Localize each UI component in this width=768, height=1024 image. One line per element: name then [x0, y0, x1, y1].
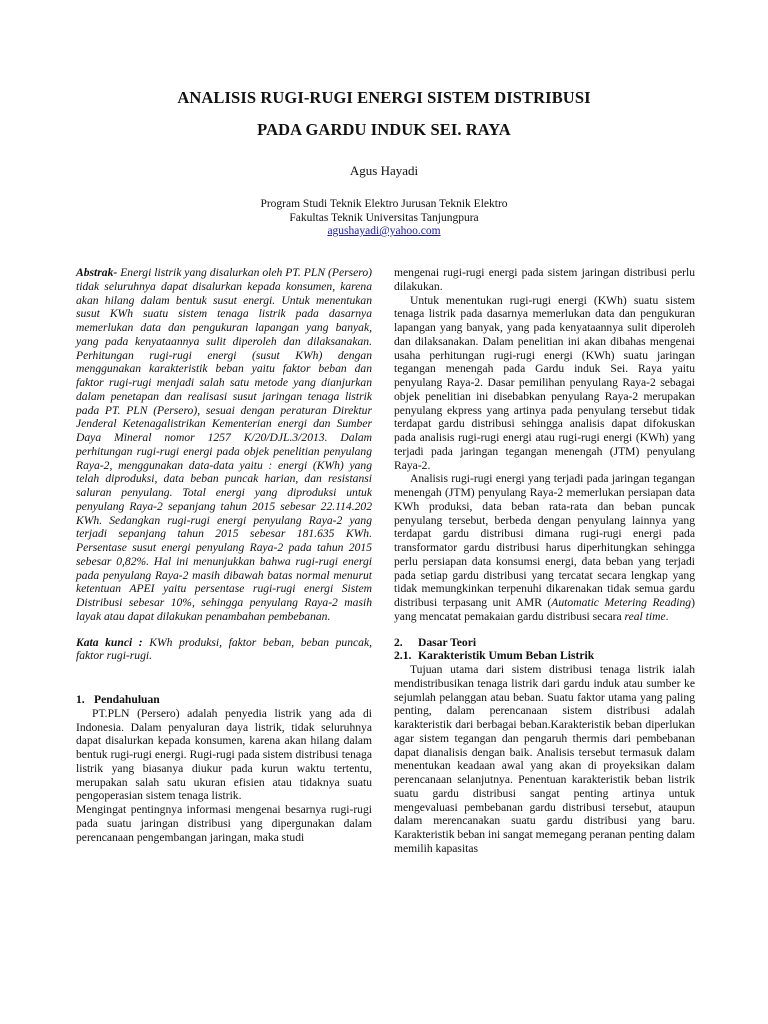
author-name: Agus Hayadi: [349, 163, 419, 178]
section-title: Pendahuluan: [94, 693, 160, 706]
abstract-text: Energi listrik yang disalurkan oleh PT. PLN (Persero) tidak seluruhnya dapat disalurkan kepada konsumen, karena akan hilang dalam bentuk susut energi. Untuk menentukan susut KWh suatu sistem tenaga listrik pada dasarnya memerlukan data dan pengukuran lapangan yang banyak, yang pada kenyataannya sulit diperoleh dan dilaksanakan. Perhitungan rugi-rugi energi (susut KWh) dengan menggunakan karakteristik beban yaitu faktor beban dan faktor rugi-rugi menjadi salah satu metode yang dianjurkan dalam penetapan dan realisasi susut jaringan tenaga listrik pada PT. PLN (Persero), sesuai dengan peraturan Direktur Jenderal Ketenagalistrikan Kementerian energi dan Sumber Daya Mineral nomor 1257 K/20/DJL.3/2013. Dalam perhitungan rugi-rugi energi pada objek penelitian penyulang Raya-2, menggunakan data-data yaitu :: [76, 266, 373, 472]
real-time-term: real time: [624, 609, 666, 623]
section-heading-pendahuluan: [76, 693, 372, 707]
keywords-text: KWh produksi, faktor beban, beban puncak, faktor rugi-rugi.: [76, 635, 373, 663]
keywords-label: Kata kunci :: [76, 635, 143, 649]
body-paragraph-b: [394, 472, 695, 623]
continued-paragraph: mengenai rugi-rugi energi pada sistem jaringan distribusi perlu dilakukan.: [394, 266, 695, 293]
right-column: [394, 266, 695, 856]
abstract-data-list: energi (KWh) yang telah diproduksi, data beban puncak harian, dan resistansi saluran penyulang.: [76, 458, 372, 499]
left-column: [76, 266, 372, 844]
paragraph-b-end: .: [665, 609, 669, 623]
section-title: Dasar Teori: [418, 635, 477, 649]
pendahuluan-paragraph-1: PT.PLN (Persero) adalah penyedia listrik yang ada di Indonesia. Dalam penyaluran daya listrik, tidak seluruhnya dapat disalurkan kepada konsumen, karena akan hilang dalam bentuk rugi-rugi energi. Rugi-rugi pada sistem distribusi tenaga listrik yang biasanya diukur pada kurun waktu tertentu, merupakan salah satu ukuran efisien atau tidaknya suatu pengoperasian sistem tenaga listrik.: [76, 706, 372, 803]
affiliation-line: Program Studi Teknik Elektro Jurusan Teknik Elektro: [260, 198, 508, 210]
author-email-link[interactable]: agushayadi@yahoo.com: [327, 225, 441, 237]
paper-title-line-2: PADA GARDU INDUK SEI. RAYA: [257, 120, 511, 139]
dasar-teori-paragraph: Tujuan utama dari sistem distribusi tenaga listrik ialah mendistribusikan tenaga listrik dari gardu induk atau sumber ke sejumlah pelanggan atau beban. Suatu faktor utama yang paling penting, dalam perencanaan sistem distribusi adalah karakteristik dari berbagai beban.Karakteristik beban diperlukan agar sistem tegangan dan pengaruh thermis dari pembebanan dapat dianalisis dengan baik. Analisis tersebut termasuk dalam menentukan keadaan awal yang akan di proyeksikan dalam perencanaan selanjutnya. Penentuan karakteristik beban listrik suatu gardu distribusi sangat penting artinya untuk mengevaluasi pembebanan gardu distribusi tersebut, ataupun dalam merencanakan suatu gardu distribusi yang baru. Karakteristik beban ini sangat memegang peranan penting dalam memilih kapasitas: [394, 663, 696, 855]
affiliation-block: [0, 198, 768, 239]
paragraph-b-mid: ) yang mencatat pemakaian gardu distribusi secara: [394, 596, 695, 623]
amr-term: Automatic Metering Reading: [551, 596, 692, 609]
abstract-label: Abstrak-: [76, 266, 118, 279]
subsection-number: 2.1.: [394, 649, 412, 663]
affiliation-line: Fakultas Teknik Universitas Tanjungpura: [289, 211, 479, 224]
section-number: 1.: [76, 693, 85, 706]
subsection-heading: [394, 649, 695, 663]
section-number: 2.: [394, 635, 403, 649]
body-paragraph-a: Untuk menentukan rugi-rugi energi (KWh) suatu sistem tenaga listrik pada dasarnya memerlukan data dan pengukuran lapangan yang banyak, yang pada kenyataannya sulit diperoleh dan dilaksanakan. Dalam penelitian ini akan dibahas mengenai usaha perhitungan rugi-rugi energi (KWh) suatu jaringan tegangan menengah pada Gardu induk Sei. Raya yaitu penyulang Raya-2. Dasar pemilihan penyulang Raya-2 sebagai objek penelitian ini disebabkan penyulang Raya-2 merupakan penyulang ekpress yang artinya pada penyulang tersebut tidak terdapat gardu distribusi sehingga analisis dapat difokuskan pada analisis rugi-rugi energi atau rugi-rugi energi (KWh) yang terjadi pada jaringan tegangan menengah (JTM) penyulang Raya-2.: [394, 293, 695, 472]
subsection-title: Karakteristik Umum Beban Listrik: [418, 649, 595, 663]
paper-title-line-1: ANALISIS RUGI-RUGI ENERGI SISTEM DISTRIBUSI: [177, 88, 591, 107]
paragraph-b-text: Analisis rugi-rugi energi yang terjadi pada jaringan tegangan menengah (JTM) penyulang Raya-2 memerlukan persiapan data KWh produksi, data beban rata-rata dan beban puncak penyulang tersebut, berbeda dengan penyulang lainnya yang terdapat gardu distribusi dimana rugi-rugi energi pada transformator gardu distribusi harus diperhitungkan sehingga perlu persiapan data konsumsi energi, data beban yang terjadi pada setiap gardu distribusi yang tercatat secara lengkap yang tidak memungkinkan terpenuhi dikarenakan tidak semua gardu distribusi terpasang unit AMR (: [394, 472, 695, 609]
keywords-paragraph: [76, 636, 372, 664]
pendahuluan-paragraph-2: Mengingat pentingnya informasi mengenai besarnya rugi-rugi pada suatu jaringan distribusi yang dipergunakan dalam perencanaan pengembangan jaringan, maka studi: [76, 803, 372, 844]
abstract-results: Total energi yang diproduksi untuk penyulang Raya-2 sepanjang tahun 2015 sebesar 22.114.202 KWh. Sedangkan rugi-rugi energi penyulang Raya-2 yang terjadi sepanjang tahun 2015 sebesar 181.635 KWh. Persentase susut energi penyulang Raya-2 pada tahun 2015 sebesar 0,82%. Hal ini menunjukkan bahwa rugi-rugi energi pada penyulang Raya-2 masih dibawah batas normal menurut ketentuan APEI yaitu persentase rugi-rugi energi Sistem Distribusi sebesar 10%, sehingga penyulang Raya-2 masih layak atau dapat dilakukan penambahan pembebanan.: [76, 486, 372, 623]
abstract-paragraph: [76, 266, 372, 624]
section-heading-dasar-teori: [394, 636, 695, 650]
